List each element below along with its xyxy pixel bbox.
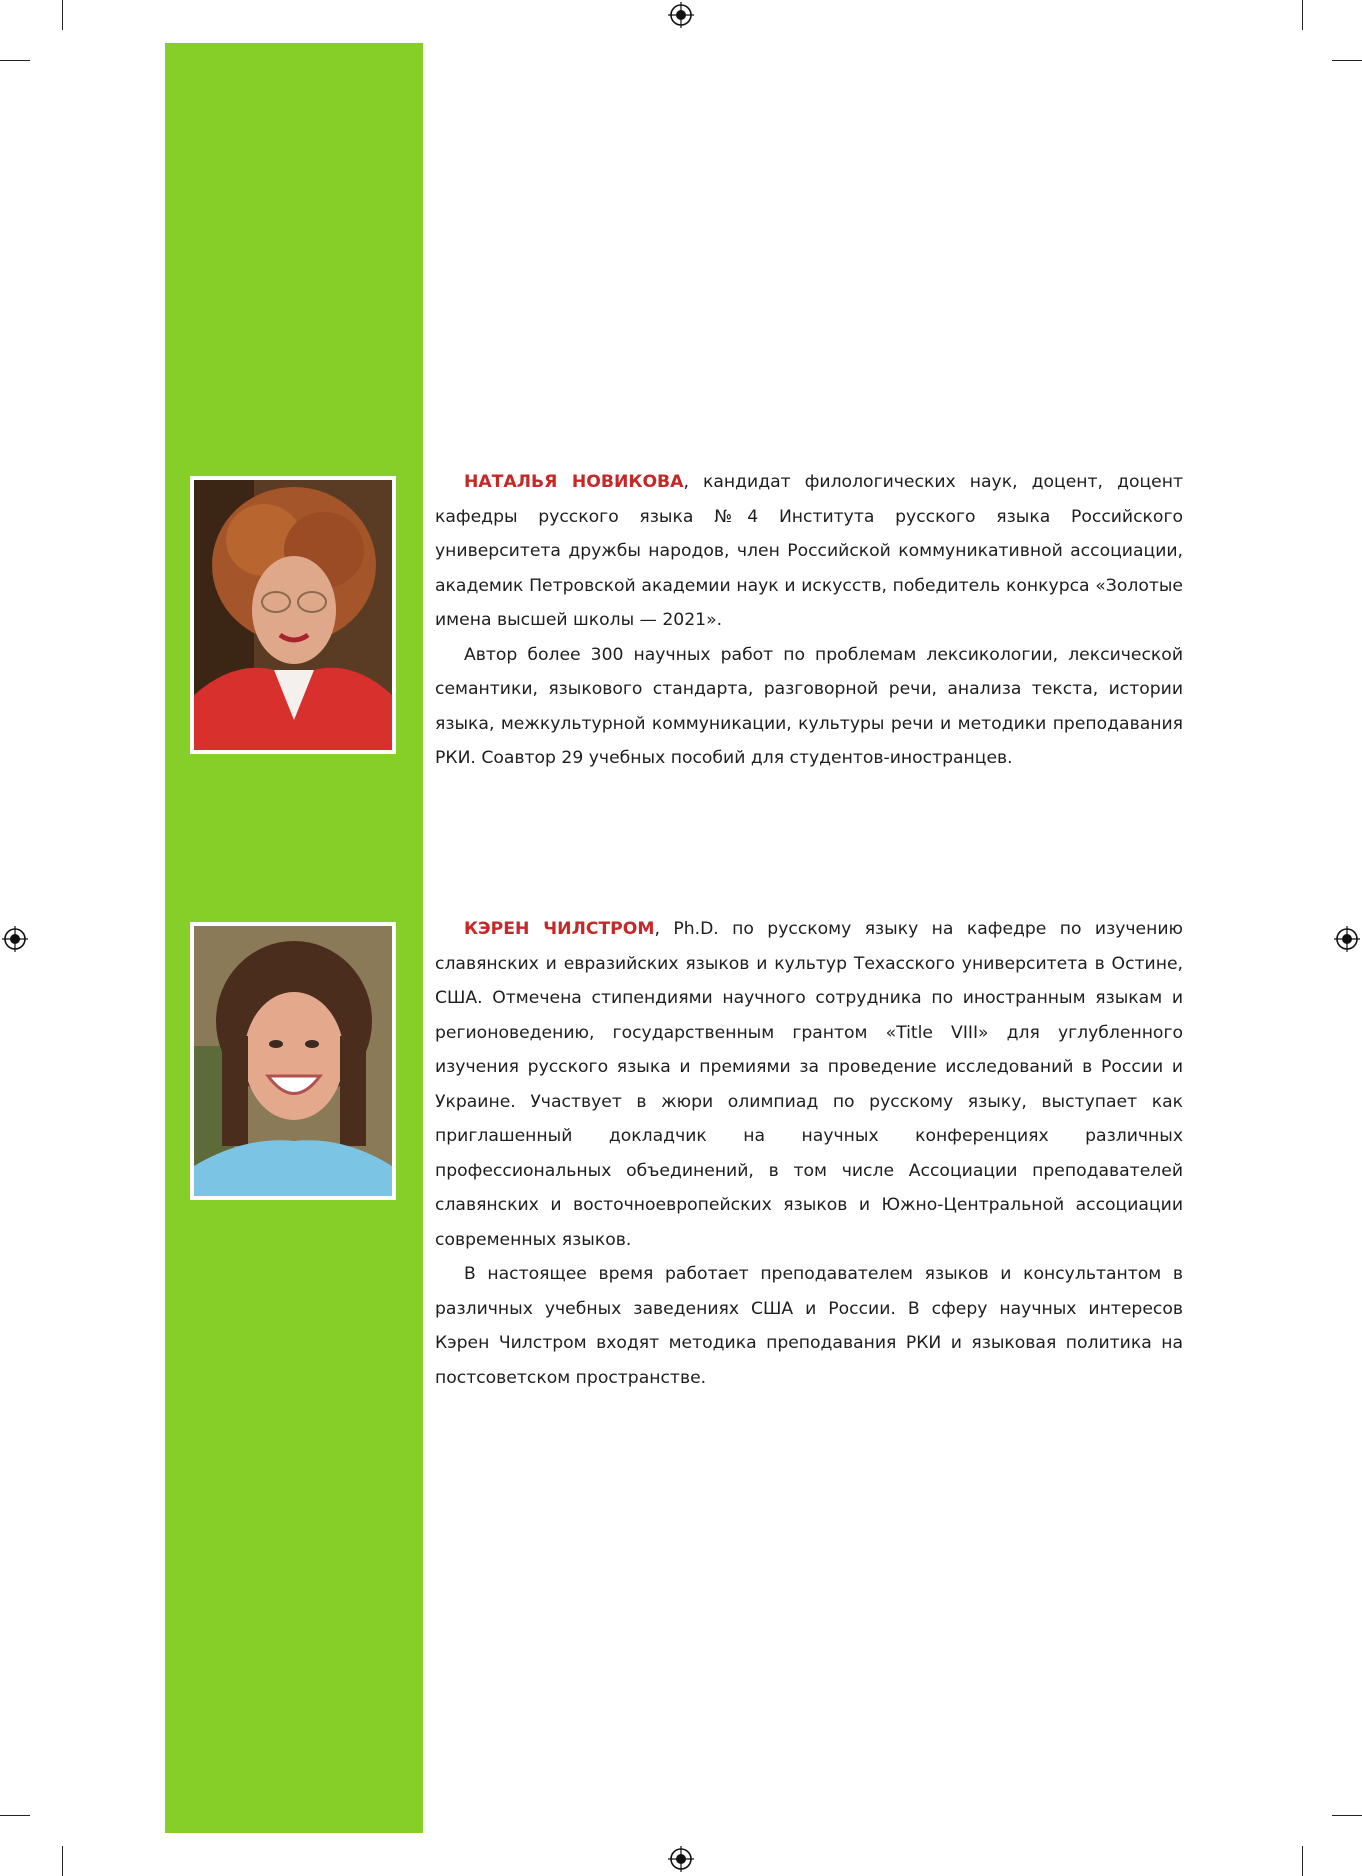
bio-paragraph (435, 465, 1183, 638)
registration-mark-icon (2, 926, 28, 952)
registration-mark-icon (1334, 926, 1360, 952)
crop-mark (1302, 0, 1303, 30)
crop-mark (62, 1846, 63, 1876)
crop-mark (1332, 1815, 1362, 1816)
crop-mark (0, 1815, 30, 1816)
bio-paragraph: В настоящее время работает преподавателем языков и консультантом в различных учебных заведениях США и России. В сферу научных интересов Кэрен Чилстром входят методика преподавания РКИ и языковая политика на постсоветском пространстве. (435, 1264, 1183, 1388)
author-photo-chilstrom (190, 922, 396, 1200)
crop-mark (0, 60, 30, 61)
author-bio-chilstrom (435, 912, 1183, 1395)
bio-paragraph (435, 912, 1183, 1257)
crop-mark (1302, 1846, 1303, 1876)
registration-mark-icon (668, 1846, 694, 1872)
author-bio-novikova (435, 465, 1183, 776)
author-photo-novikova (190, 476, 396, 754)
author-name: НАТАЛЬЯ НОВИКОВА (464, 472, 684, 492)
bio-lead-text: , кандидат филологических наук, доцент, доцент кафедры русского языка №4 Института русского языка Российского университета дружбы народов, член Российской коммуникативной ассоциации, академик Петровской академии наук и искусств, победитель конкурса «Золотые имена высшей школы — 2021». (435, 472, 1183, 630)
author-name: КЭРЕН ЧИЛСТРОМ (464, 919, 655, 939)
crop-mark (1332, 60, 1362, 61)
crop-mark (62, 0, 63, 30)
bio-paragraph: Автор более 300 научных работ по проблемам лексикологии, лексической семантики, языкового стандарта, разговорной речи, анализа текста, истории языка, межкультурной коммуникации, культуры речи и методики преподавания РКИ. Соавтор 29 учебных пособий для студентов-иностранцев. (435, 644, 1183, 768)
bio-lead-text: , Ph.D. по русскому языку на кафедре по изучению славянских и евразийских языков и культур Техасского университета в Остине, США. Отмечена стипендиями научного сотрудника по иностранным языкам и регионоведению, государственным грантом «Title VIII» для углубленного изучения русского языка и премиями за проведение исследований в России и Украине. Участвует в жюри олимпиад по русскому языку, выступает как приглашенный докладчик на научных конференциях различных профессиональных объединений, в том числе Ассоциации преподавателей славянских и восточноевропейских языков и Южно-Центральной ассоциации современных языков. (435, 919, 1183, 1250)
registration-mark-icon (668, 2, 694, 28)
